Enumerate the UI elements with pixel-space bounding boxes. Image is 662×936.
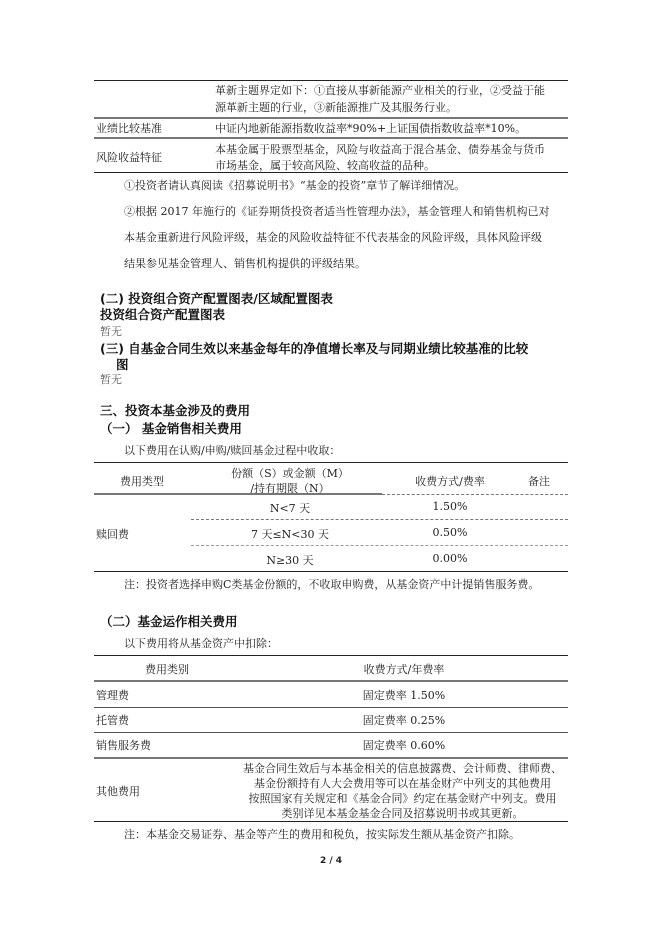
period: N≥30 天: [266, 554, 314, 567]
section-heading-cont: 图: [116, 357, 129, 372]
fee-rate: 固定费率 0.25%: [362, 714, 446, 727]
table-rule: [191, 545, 568, 546]
fee-name: 其他费用: [96, 785, 140, 798]
col-header: 费用类型: [120, 475, 164, 488]
period: N<7 天: [269, 502, 311, 515]
table-rule: [191, 519, 568, 520]
section-heading: (三) 自基金合同生效以来基金每年的净值增长率及与同期业绩比较基准的比较: [100, 341, 529, 356]
fee-name: 管理费: [96, 689, 129, 702]
cell-text: 本基金属于股票型基金，风险与收益高于混合基金、债券基金与货币: [215, 143, 545, 156]
fee-desc: 基金合同生效后与本基金相关的信息披露费、会计师费、律师费、: [243, 762, 562, 775]
empty-text: 暂无: [100, 325, 122, 338]
row-label: 业绩比较基准: [96, 122, 162, 135]
fee-name: 销售服务费: [96, 739, 151, 752]
intro-text: 以下费用将从基金资产中扣除：: [124, 637, 278, 650]
subheading: 投资组合资产配置图表: [100, 307, 226, 322]
cell-text: 源革新主题的行业，③新能源推广及其服务行业。: [215, 101, 457, 114]
table-rule: [94, 707, 568, 708]
rate: 1.50%: [432, 500, 468, 513]
table-rule: [94, 172, 568, 173]
table-rule: [382, 494, 568, 495]
table-rule: [94, 655, 568, 656]
fee-rate: 固定费率 1.50%: [362, 689, 446, 702]
fee-desc: 按照国家有关规定和《基金合同》约定在基金财产中列支。费用: [248, 792, 557, 805]
col-header: 费用类别: [145, 663, 189, 676]
col-header: /持有期限（N）: [250, 482, 330, 495]
cell-text: 市场基金，属于较高风险、较高收益的品种。: [215, 159, 435, 172]
cell-text: 中证内地新能源指数收益率*90%+上证国债指数收益率*10%。: [215, 122, 527, 135]
table-rule: [94, 80, 568, 81]
intro-text: 以下费用在认购/申购/赎回基金过程中收取：: [124, 444, 341, 457]
section-heading: (二) 投资组合资产配置图表/区域配置图表: [100, 291, 333, 306]
fee-rate: 固定费率 0.60%: [362, 739, 446, 752]
note-line: 本基金重新进行风险评级，基金的风险收益特征不代表基金的风险评级，具体风险评级: [124, 231, 542, 244]
table-rule: [94, 571, 568, 572]
col-header: 收费方式/费率: [415, 475, 485, 488]
rate: 0.50%: [432, 526, 468, 539]
note-line: ①投资者请认真阅读《招募说明书》“基金的投资”章节了解详细情况。: [124, 179, 466, 192]
table-rule: [94, 821, 568, 822]
part-heading: 三、投资本基金涉及的费用: [100, 403, 251, 418]
note-line: ②根据 2017 年施行的《证券期货投资者适当性管理办法》，基金管理人和销售机构已对: [124, 205, 550, 218]
table-rule: [94, 757, 568, 759]
fee-desc: 类别详见本基金基金合同及招募说明书或其更新。: [281, 807, 524, 820]
table-rule: [94, 493, 382, 495]
col-header: 份额（S）或金额（M）: [231, 467, 349, 480]
fee-desc: 基金份额持有人大会费用等可以在基金财产中列支的其他费用: [254, 777, 551, 790]
table-rule: [94, 732, 568, 733]
note-line: 结果参见基金管理人、销售机构提供的评级结果。: [124, 257, 366, 270]
fee-name: 托管费: [96, 714, 129, 727]
table-rule: [94, 137, 568, 139]
empty-text: 暂无: [100, 373, 122, 386]
fee-type: 赎回费: [96, 528, 129, 541]
subheading: （二）基金运作相关费用: [100, 614, 238, 629]
table-rule: [94, 117, 568, 119]
table-rule: [94, 462, 568, 463]
col-header: 收费方式/年费率: [363, 663, 445, 676]
rate: 0.00%: [432, 552, 468, 565]
table-rule: [94, 680, 568, 682]
row-label: 风险收益特征: [96, 151, 162, 164]
table-note: 注：投资者选择申购C类基金份额的，不收取申购费，从基金资产中计提销售服务费。: [124, 578, 540, 591]
col-header: 备注: [528, 475, 550, 488]
period: 7 天≤N<30 天: [250, 528, 330, 541]
subheading: （一） 基金销售相关费用: [100, 421, 242, 436]
table-note: 注：本基金交易证券、基金等产生的费用和税负，按实际发生额从基金资产扣除。: [124, 828, 520, 841]
page-number: 2 / 4: [319, 856, 343, 866]
cell-text: 革新主题界定如下：①直接从事新能源产业相关的行业，②受益于能: [215, 84, 545, 97]
